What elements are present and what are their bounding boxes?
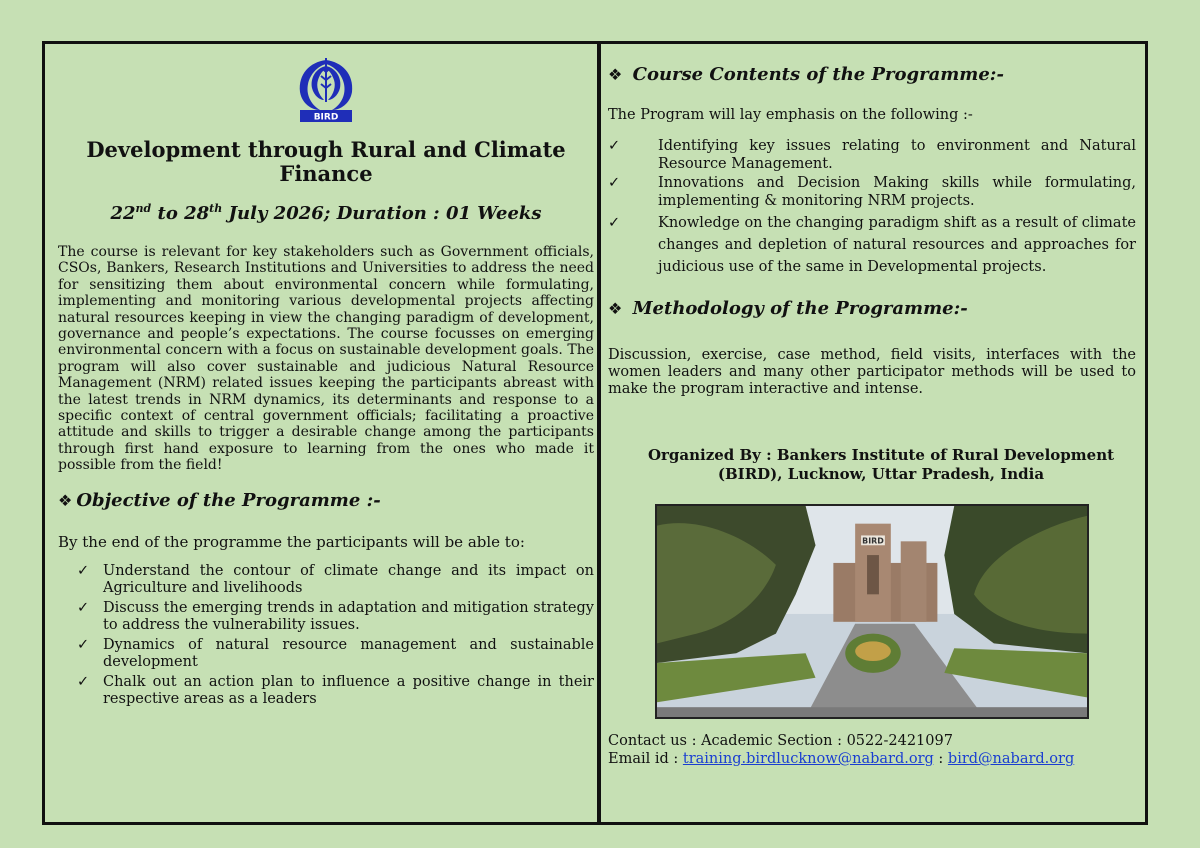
left-column [58,44,594,711]
list-item: ✓ Discuss the emerging trends in adaptation and mitigation strategy to address the vulnerability issues. [77,599,594,634]
bird-logo-icon [292,54,360,124]
list-item: ✓ Innovations and Decision Making skills while formulating, implementing & monitoring NRM projects. [608,175,1136,209]
organizer: Organized By : Bankers Institute of Rural Development (BIRD), Lucknow, Uttar Pradesh, India [647,446,1115,483]
checkmark-icon: ✓ [77,599,90,616]
photo-sign-text: BIRD [862,536,884,546]
list-item: ✓ Knowledge on the changing paradigm shift as a result of climate changes and depletion of natural resources and approaches for judicious use of the same in Developmental projects. [608,212,1136,278]
contact-phone: Contact us : Academic Section : 0522-2421097 [608,733,953,749]
email-link-training[interactable]: training.birdlucknow@nabard.org [682,751,934,767]
logo-text: BIRD [313,112,339,123]
objective-list [58,563,594,709]
list-item: ✓ Chalk out an action plan to influence a positive change in their respective areas as a leaders [77,673,594,708]
start-day: 22 [110,203,136,224]
methodology-text: Discussion, exercise, case method, field visits, interfaces with the women leaders and many other participator methods will be used to make the program interactive and intense. [608,347,1136,397]
dates-to: to [151,203,185,224]
contents-heading-text: Course Contents of the Programme:- [632,64,1004,85]
list-item: ✓ Identifying key issues relating to environment and Natural Resource Management. [608,138,1136,172]
course-dates [58,202,594,224]
objective-lead: By the end of the programme the participants will be able to: [58,532,525,551]
column-divider [597,41,601,825]
contact-info [608,732,1136,768]
end-day: 28 [184,203,210,224]
campus-photo [655,504,1089,719]
checkmark-icon: ✓ [77,562,90,579]
checkmark-icon: ✓ [608,215,621,231]
objective-heading [58,490,594,511]
end-day-suffix: th [209,202,223,215]
right-column [608,44,1136,768]
course-description: The course is relevant for key stakeholders such as Government officials, CSOs, Bankers, Research Institutions and Universities to address the need for sensitizing them about environmental concern while formulating, implementing and monitoring various developmental projects affecting natural resources keeping in view the changing paradigm of development, governance and people’s expectations. The course focusses on emerging environmental concern with a focus on sustainable development goals. The program will also cover sustainable and judicious Natural Resource Management (NRM) related issues keeping the participants abreast with the latest trends in NRM dynamics, its determinants and response to a specific context of central government officials; facilitating a proactive attitude and skills to trigger a desirable change among the participants through first hand exposure to learning from the ones who made it possible from the field! [58,244,594,474]
list-item: ✓ Dynamics of natural resource management and sustainable development [77,636,594,671]
start-day-suffix: nd [135,202,152,215]
list-item: ✓ Understand the contour of climate change and its impact on Agriculture and livelihoods [77,562,594,597]
email-link-bird[interactable]: bird@nabard.org [947,751,1075,767]
contents-lead: The Program will lay emphasis on the following :- [608,107,973,123]
diamond-bullet-icon: ❖ [58,490,73,510]
contents-list [608,138,1136,278]
dates-rest: July 2026; Duration : 01 Weeks [222,203,542,224]
page-title: Development through Rural and Climate Finance [86,137,566,186]
checkmark-icon: ✓ [77,673,90,690]
checkmark-icon: ✓ [608,175,621,191]
contact-email-line: Email id : training.birdlucknow@nabard.org : bird@nabard.org [608,751,1075,767]
diamond-bullet-icon: ❖ [608,299,623,318]
methodology-heading-text: Methodology of the Programme:- [632,298,968,319]
checkmark-icon: ✓ [77,636,90,653]
objective-heading-text: Objective of the Programme :- [76,489,381,511]
methodology-heading [608,298,1136,319]
diamond-bullet-icon: ❖ [608,65,623,84]
checkmark-icon: ✓ [608,138,621,154]
contents-heading [608,64,1136,85]
